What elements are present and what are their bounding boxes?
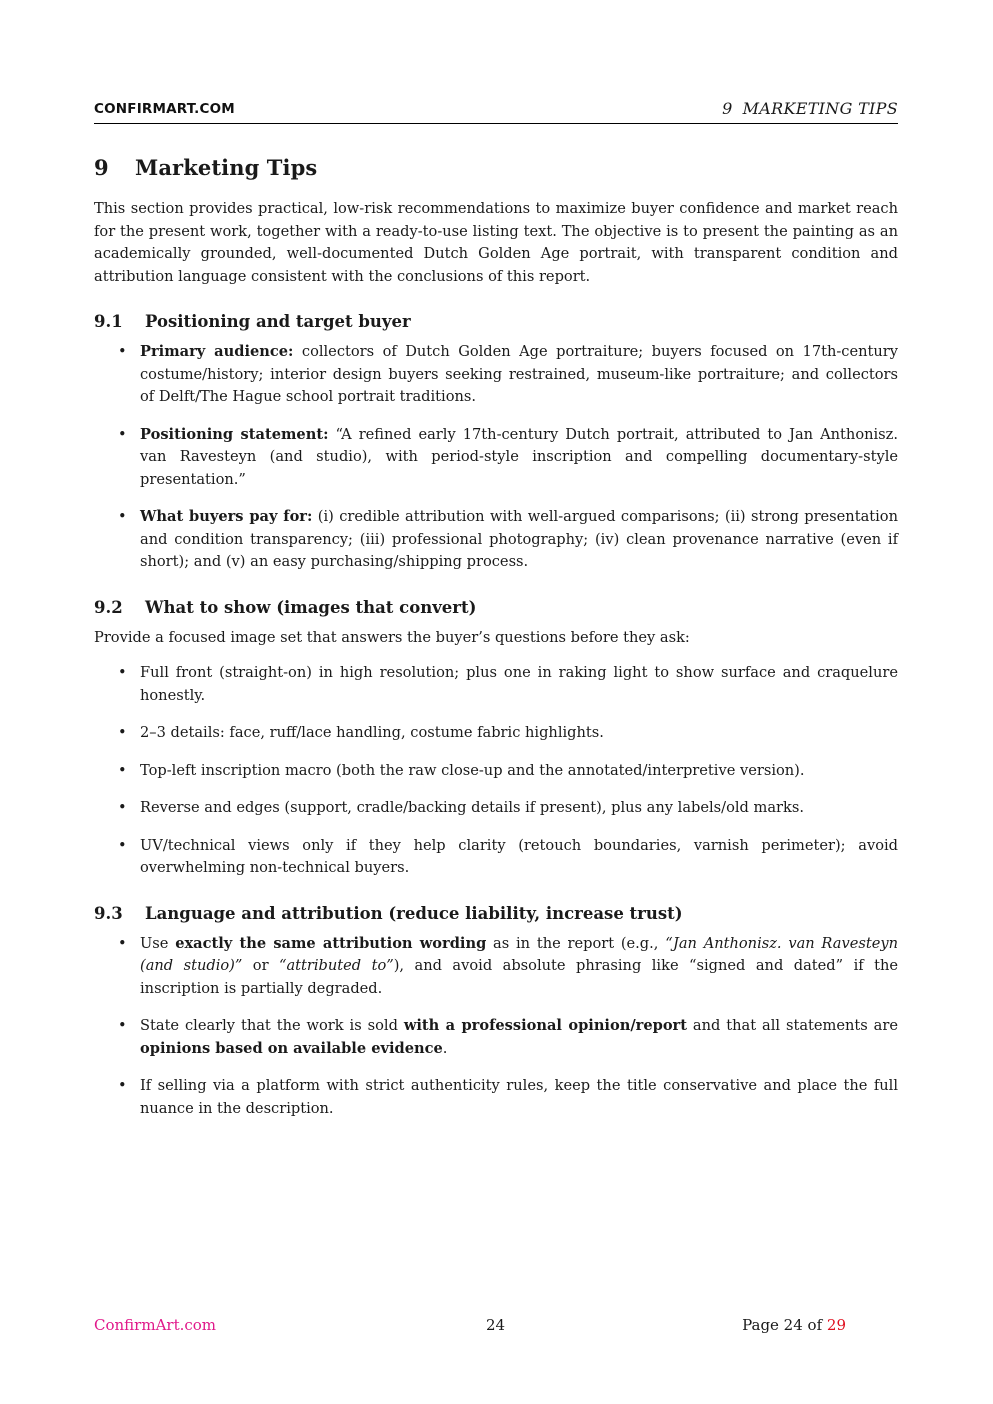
image-list [94,662,898,880]
list-item: • Full front (straight-on) in high resolution; plus one in raking light to show surface and craquelure honestly. [94,662,898,707]
bold-run: with a professional opinion/report [403,1017,687,1034]
list-item: • UV/technical views only if they help clarity (retouch boundaries, varnish perimeter); avoid overwhelming non-technical buyers. [94,835,898,880]
list-item [94,933,898,1001]
text-run: as in the report (e.g., [486,934,666,952]
page-total-link[interactable]: 29 [826,1316,846,1334]
list-item [94,424,898,492]
list-item [94,341,898,409]
section-title: Marketing Tips [135,155,318,180]
text-run: Use [140,934,176,952]
running-head [722,99,898,118]
subsection-number: 9.2 [94,597,123,617]
subsection-number: 9.1 [94,312,123,331]
language-list [94,933,898,1121]
list-item: • 2–3 details: face, ruff/lace handling, costume fabric highlights. [94,722,898,745]
text-run: and that all statements are [687,1017,898,1034]
section-intro: This section provides practical, low-risk recommendations to maximize buyer confidence and market reach for the present work, together with a ready-to-use listing text. The objective is to present the painting as an academically grounded, well-documented Dutch Golden Age portrait, with transparent condition and attribution language consistent with the conclusions of this report. [94,200,898,285]
text-run: ), and avoid absolute phrasing like “signed and dated” if the inscription is partially degraded. [140,957,899,997]
footer-site-link[interactable]: ConfirmArt.com [94,1316,217,1334]
subsection-heading-9-3 [94,904,898,923]
section-number: 9 [94,155,109,180]
running-head-title: MARKETING TIPS [742,99,898,118]
subsection-title: Positioning and target buyer [145,312,411,331]
item-text: “A refined early 17th-century Dutch portrait, attributed to Jan Anthonisz. van Ravesteyn (and studio), with period-style inscription and compelling documentary-style presentation.” [140,425,898,488]
section-heading [94,155,898,180]
subsection-lead: Provide a focused image set that answers the buyer’s questions before they ask: [94,628,690,646]
subsection-heading-9-2 [94,598,898,617]
text-run: State clearly that the work is sold [140,1017,404,1034]
text-run: . [442,1039,448,1057]
subsection-number: 9.3 [94,903,123,923]
item-label: Positioning statement: [140,425,329,443]
subsection-title: What to show (images that convert) [145,597,477,617]
list-item: • Reverse and edges (support, cradle/backing details if present), plus any labels/old marks. [94,797,898,820]
page-header [94,97,898,124]
page-of-prefix: Page 24 of [742,1316,827,1334]
running-head-number: 9 [722,99,733,118]
page-content [94,155,898,1144]
item-label: What buyers pay for: [140,508,313,525]
item-text: (i) credible attribution with well-argued comparisons; (ii) strong presentation and condition transparency; (iii) professional photography; (iv) clean provenance narrative (even if short); and (v) an easy purchasing/shipping process. [140,508,898,570]
bold-run: opinions based on available evidence [140,1039,443,1057]
italic-run: “attributed to” [279,957,394,974]
subsection-title: Language and attribution (reduce liability, increase trust) [145,903,683,923]
italic-run: “Jan Anthonisz. van Ravesteyn (and studio)” [140,934,898,974]
page-footer [94,1316,898,1340]
item-text: collectors of Dutch Golden Age portraiture; buyers focused on 17th-century costume/history; interior design buyers seeking restrained, museum-like portraiture; and collectors of Delft/The Hague school portrait traditions. [140,343,898,405]
confirmart-logo: CONFIRMART.COM [94,101,235,117]
bold-run: exactly the same attribution wording [175,934,487,952]
item-label: Primary audience: [140,343,294,360]
text-run: or [242,957,280,974]
list-item [94,506,898,574]
list-item: • Top-left inscription macro (both the raw close-up and the annotated/interpretive version). [94,760,898,783]
footer-page-number: 24 [486,1316,506,1334]
footer-page-of [742,1316,846,1334]
positioning-list [94,341,898,574]
list-item: • If selling via a platform with strict authenticity rules, keep the title conservative and place the full nuance in the description. [94,1075,898,1120]
subsection-heading-9-1 [94,312,898,331]
list-item [94,1015,898,1060]
